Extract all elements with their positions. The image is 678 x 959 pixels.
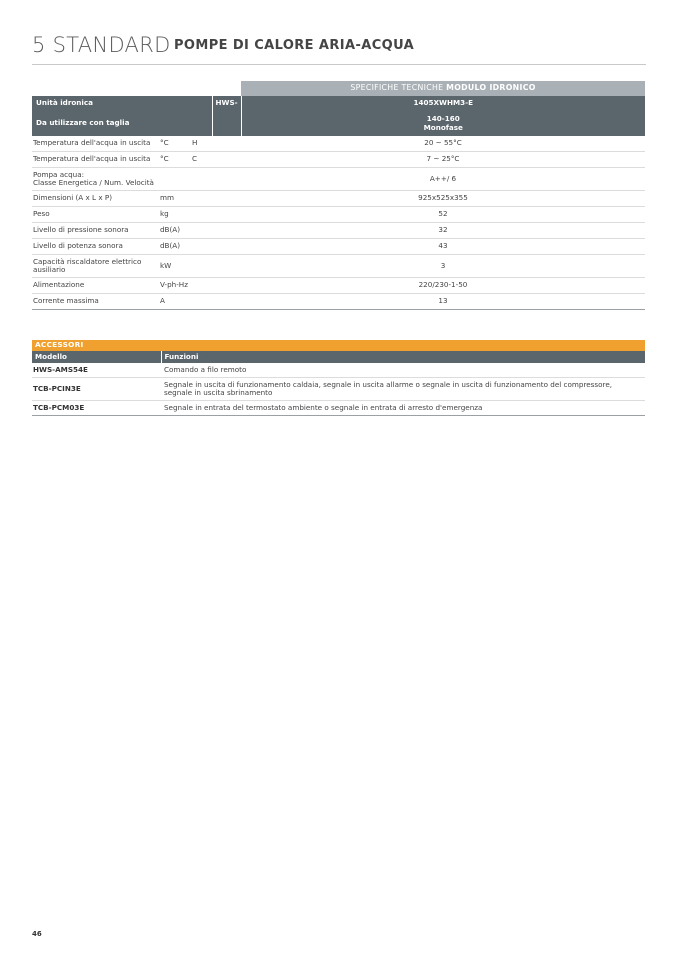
- unit-row: [32, 96, 645, 111]
- page-title: POMPE DI CALORE ARIA-ACQUA: [174, 38, 415, 53]
- unit-model: 1405XWHM3-E: [241, 96, 645, 111]
- spec-row: [32, 191, 645, 207]
- spec-row-unit: V-ph-Hz: [160, 278, 192, 294]
- spec-row-label: Peso: [32, 207, 160, 223]
- spec-row-label: Livello di pressione sonora: [32, 223, 160, 239]
- accessory-function: Comando a filo remoto: [161, 363, 645, 378]
- spec-row-value: 13: [241, 294, 645, 310]
- spec-row-label: [32, 255, 160, 278]
- spec-row-value: 220/230-1-50: [241, 278, 645, 294]
- spec-row-value: 3: [241, 255, 645, 278]
- use-value: [241, 111, 645, 136]
- accessory-function-line1: Segnale in uscita di funzionamento caldaia, segnale in uscita allarme o segnale in uscita di funzionamento del compressore,: [164, 379, 613, 389]
- spec-row: [32, 168, 645, 191]
- spec-row: [32, 152, 645, 168]
- spec-row-mode: H: [192, 136, 212, 152]
- spec-row-unit: °C: [160, 136, 192, 152]
- spec-row-mode: [192, 278, 212, 294]
- accessory-model: TCB-PCM03E: [32, 401, 161, 416]
- spec-row: [32, 294, 645, 310]
- spec-row-unit: °C: [160, 152, 192, 168]
- spec-header-bar: [32, 81, 645, 96]
- accessory-model: HWS-AMS54E: [32, 363, 161, 378]
- spec-row-unit: dB(A): [160, 239, 192, 255]
- spec-row-label-line2: ausiliario: [33, 265, 66, 274]
- spec-row-label-line1: Capacità riscaldatore elettrico: [33, 256, 142, 266]
- spec-row-mode: [192, 168, 212, 191]
- accessory-function: Segnale in entrata del termostato ambiente o segnale in entrata di arresto d'emergenza: [161, 401, 645, 416]
- spec-row-value: 32: [241, 223, 645, 239]
- accessory-function-line2: segnale in uscita sbrinamento: [164, 388, 273, 397]
- spec-row: [32, 255, 645, 278]
- spec-row-unit: kg: [160, 207, 192, 223]
- spec-row-value: A++/ 6: [241, 168, 645, 191]
- spec-row-unit: mm: [160, 191, 192, 207]
- spec-row-label: Alimentazione: [32, 278, 160, 294]
- spec-row-mode: C: [192, 152, 212, 168]
- spec-header-label: [241, 81, 645, 96]
- col-functions-header: Funzioni: [161, 351, 645, 363]
- use-value-line2: Monofase: [423, 122, 463, 132]
- unit-label: Unità idronica: [32, 96, 212, 111]
- accessory-function: [161, 378, 645, 401]
- spec-row-label: Livello di potenza sonora: [32, 239, 160, 255]
- spec-row-value: 925x525x355: [241, 191, 645, 207]
- accessories-title: ACCESSORI: [32, 340, 645, 351]
- accessory-model: TCB-PCIN3E: [32, 378, 161, 401]
- spec-row: [32, 223, 645, 239]
- spec-row: [32, 207, 645, 223]
- accessories-title-bar: [32, 340, 645, 351]
- spec-row: [32, 278, 645, 294]
- use-row: [32, 111, 645, 136]
- spec-row-label: Dimensioni (A x L x P): [32, 191, 160, 207]
- page-number: 46: [32, 930, 42, 938]
- spec-row-value: 20 ~ 55°C: [241, 136, 645, 152]
- spec-label-prefix: SPECIFICHE TECNICHE: [350, 83, 444, 93]
- unit-prefix: HWS-: [212, 96, 241, 111]
- spec-row-mode: [192, 255, 212, 278]
- spec-row-unit: dB(A): [160, 223, 192, 239]
- accessories-header: [32, 351, 645, 363]
- spec-row-label: Temperatura dell'acqua in uscita: [32, 136, 160, 152]
- spec-row-unit: kW: [160, 255, 192, 278]
- spec-row: [32, 239, 645, 255]
- section-heading: 5 STANDARD: [32, 33, 171, 57]
- accessory-row: [32, 363, 645, 378]
- spec-row-value: 43: [241, 239, 645, 255]
- use-value-line1: 140-160: [426, 114, 460, 123]
- page-header: [32, 32, 646, 65]
- spec-row-label: Corrente massima: [32, 294, 160, 310]
- spec-row-mode: [192, 239, 212, 255]
- spec-row-mode: [192, 191, 212, 207]
- spec-row-mode: [192, 207, 212, 223]
- spec-row-mode: [192, 294, 212, 310]
- accessory-row: [32, 401, 645, 416]
- spec-row: [32, 136, 645, 152]
- spec-row-label-line1: Pompa acqua:: [33, 169, 85, 179]
- use-label: Da utilizzare con taglia: [32, 111, 212, 136]
- spec-row-mode: [192, 223, 212, 239]
- accessories-table: [32, 340, 645, 416]
- spec-row-label: [32, 168, 192, 191]
- accessory-row: [32, 378, 645, 401]
- spec-row-value: 52: [241, 207, 645, 223]
- spec-row-value: 7 ~ 25°C: [241, 152, 645, 168]
- spec-label-bold: MODULO IDRONICO: [446, 83, 536, 93]
- col-model-header: Modello: [32, 351, 161, 363]
- spec-table: [32, 81, 645, 310]
- spec-row-label: Temperatura dell'acqua in uscita: [32, 152, 160, 168]
- spec-row-unit: A: [160, 294, 192, 310]
- spec-row-label-line2: Classe Energetica / Num. Velocità: [33, 178, 154, 187]
